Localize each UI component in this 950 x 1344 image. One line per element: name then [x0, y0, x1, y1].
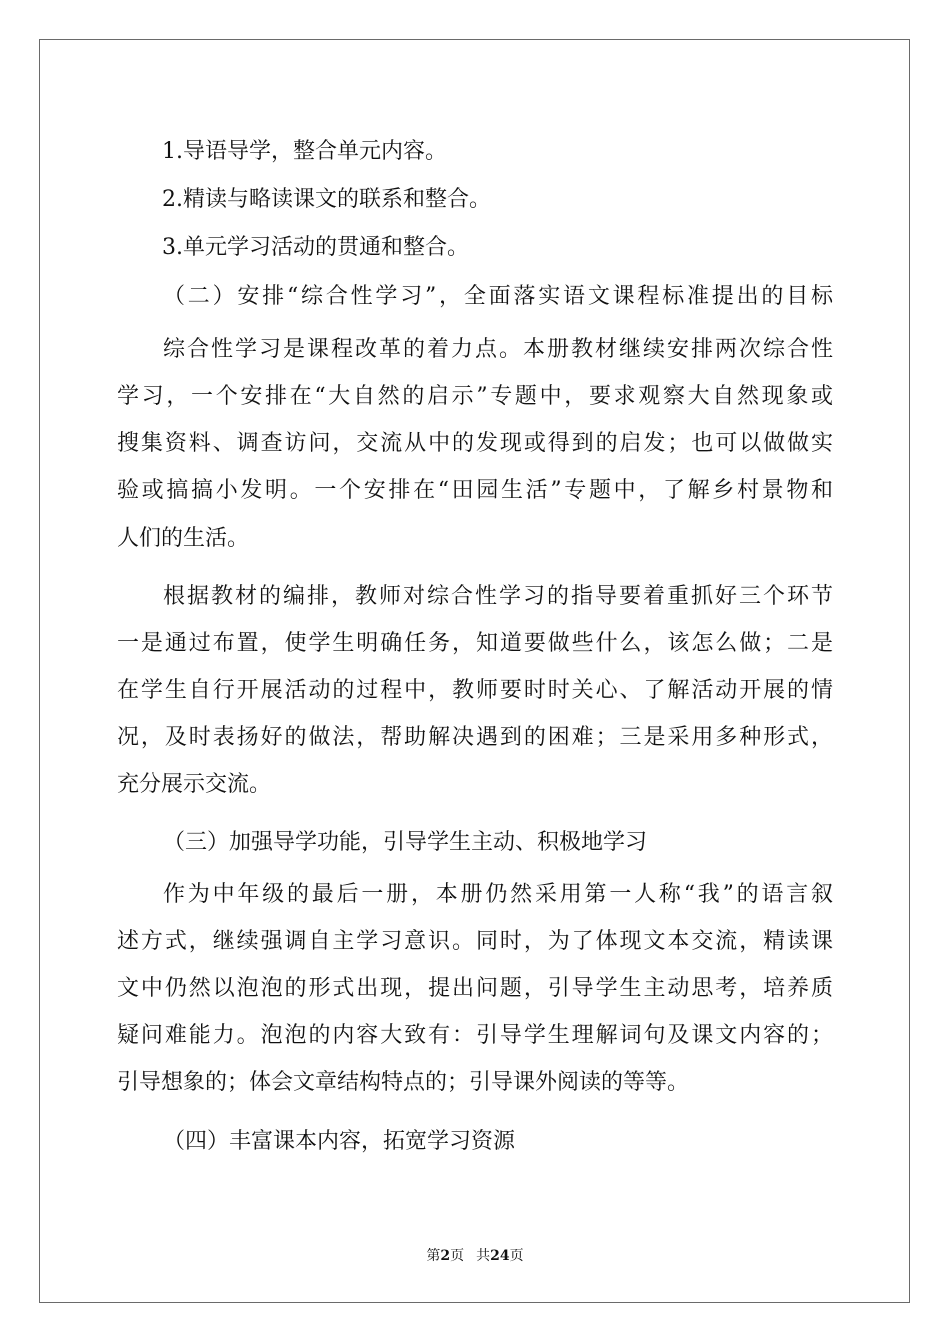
- paragraph-line: 搜集资料、调查访问，交流从中的发现或得到的启发；也可以做做实: [117, 431, 833, 456]
- paragraph-line: 引导想象的；体会文章结构特点的；引导课外阅读的等等。: [117, 1070, 690, 1095]
- list-item: 1.导语导学，整合单元内容。: [162, 139, 447, 164]
- paragraph-line: 验或搞搞小发明。一个安排在“田园生活”专题中，了解乡村景物和: [117, 478, 833, 503]
- total-prefix: 共: [476, 1248, 491, 1264]
- paragraph-line: 疑问难能力。泡泡的内容大致有：引导学生理解词句及课文内容的；: [117, 1023, 833, 1048]
- paragraph-line: 人们的生活。: [117, 526, 250, 551]
- section-heading-2: （二）安排“综合性学习”，全面落实语文课程标准提出的目标: [163, 284, 833, 309]
- paragraph-line: 在学生自行开展活动的过程中，教师要时时关心、了解活动开展的情: [117, 678, 833, 703]
- paragraph-line: 述方式，继续强调自主学习意识。同时，为了体现文本交流，精读课: [117, 929, 833, 954]
- paragraph-line: 况，及时表扬好的做法，帮助解决遇到的困难；三是采用多种形式，: [117, 725, 833, 750]
- paragraph-line: 充分展示交流。: [117, 772, 272, 797]
- page-suffix: 页: [450, 1248, 465, 1264]
- section-heading-4: （四）丰富课本内容，拓宽学习资源: [163, 1129, 516, 1154]
- paragraph-line: 作为中年级的最后一册，本册仍然采用第一人称“我”的语言叙: [163, 882, 833, 907]
- list-item: 2.精读与略读课文的联系和整合。: [162, 187, 491, 212]
- paragraph-line: 一是通过布置，使学生明确任务，知道要做些什么，该怎么做；二是: [117, 631, 833, 656]
- total-suffix: 页: [509, 1248, 524, 1264]
- page-number: 2: [440, 1248, 451, 1264]
- page-footer: [0, 1246, 950, 1266]
- paragraph-line: 文中仍然以泡泡的形式出现，提出问题，引导学生主动思考，培养质: [117, 976, 833, 1001]
- list-item: 3.单元学习活动的贯通和整合。: [162, 235, 469, 260]
- page-prefix: 第: [426, 1248, 441, 1264]
- section-heading-3: （三）加强导学功能，引导学生主动、积极地学习: [163, 830, 648, 855]
- paragraph-line: 学习，一个安排在“大自然的启示”专题中，要求观察大自然现象或: [117, 384, 833, 409]
- total-pages: 24: [490, 1248, 510, 1264]
- paragraph-line: 根据教材的编排，教师对综合性学习的指导要着重抓好三个环节: [163, 584, 833, 609]
- paragraph-line: 综合性学习是课程改革的着力点。本册教材继续安排两次综合性: [163, 337, 833, 362]
